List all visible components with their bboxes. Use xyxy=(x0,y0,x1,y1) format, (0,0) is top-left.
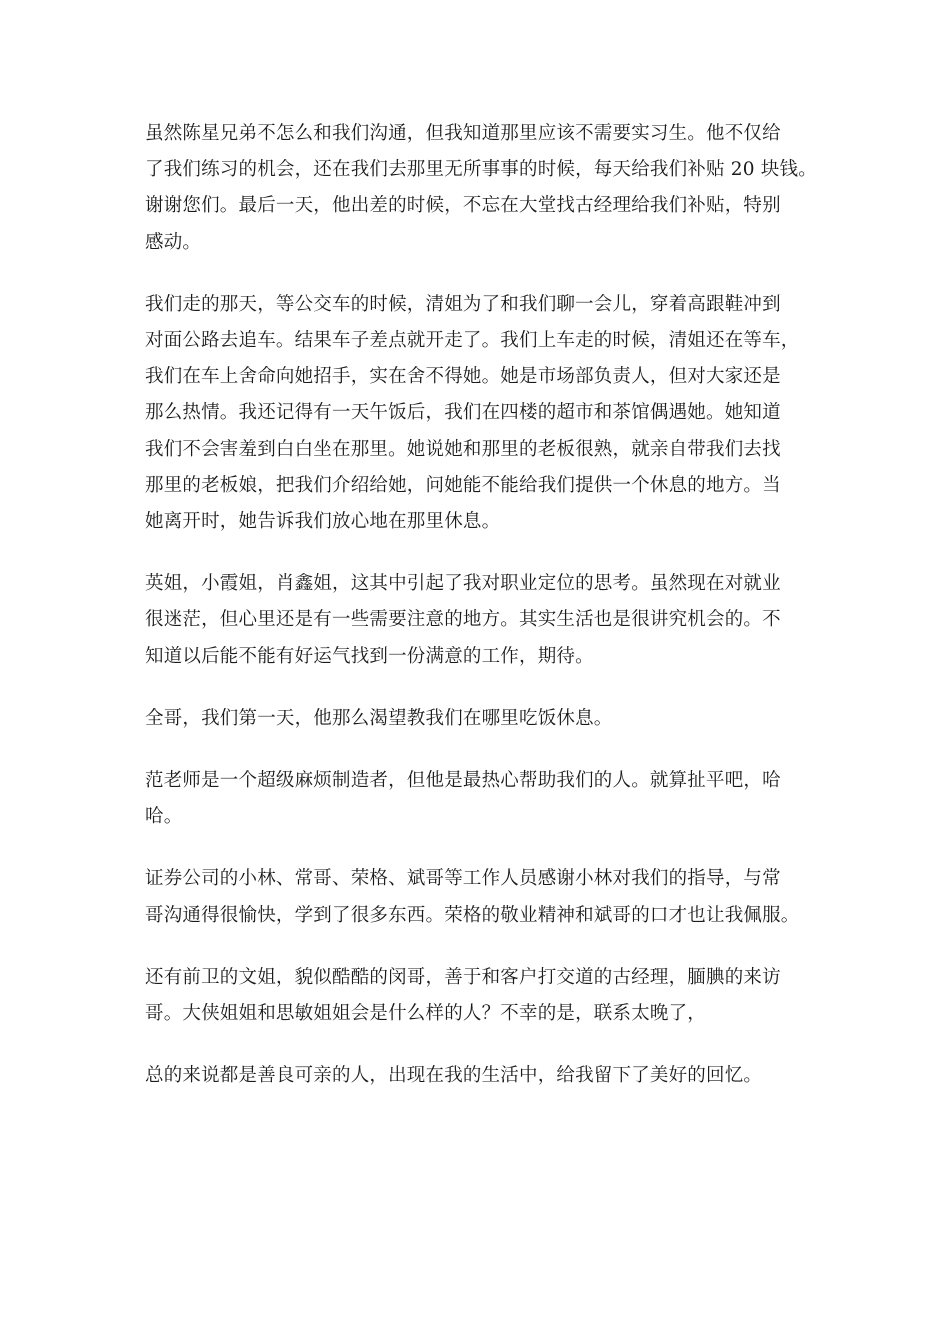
paragraph-2 xyxy=(145,287,825,540)
paragraph-7 xyxy=(145,960,825,1032)
paragraph-6 xyxy=(145,861,825,933)
text-line: 虽然陈星兄弟不怎么和我们沟通，但我知道那里应该不需要实习生。他不仅给 xyxy=(145,123,781,144)
paragraph-1 xyxy=(145,116,825,261)
paragraph-8 xyxy=(145,1058,825,1094)
text-line: 还有前卫的文姐，貌似酷酷的闵哥，善于和客户打交道的古经理，腼腆的来访 xyxy=(145,966,781,988)
text-line: 很迷茫，但心里还是有一些需要注意的地方。其实生活也是很讲究机会的。不 xyxy=(145,609,781,631)
text-line: 哈。 xyxy=(145,806,183,828)
text-line: 哥沟通得很愉快，学到了很多东西。荣格的敬业精神和斌哥的口才也让我佩服。 xyxy=(145,904,800,926)
text-line: 我们不会害羞到白白坐在那里。她说她和那里的老板很熟，就亲自带我们去找 xyxy=(145,438,781,460)
text-line: 英姐，小霞姐，肖鑫姐，这其中引起了我对职业定位的思考。虽然现在对就业 xyxy=(145,573,781,595)
text-line: 证券公司的小林、常哥、荣格、斌哥等工作人员感谢小林对我们的指导，与常 xyxy=(145,868,781,890)
paragraph-4 xyxy=(145,701,825,737)
text-line: 那么热情。我还记得有一天午饭后，我们在四楼的超市和茶馆偶遇她。她知道 xyxy=(145,402,781,424)
text-line: 感动。 xyxy=(145,231,202,253)
text-line: 对面公路去追车。结果车子差点就开走了。我们上车走的时候，清姐还在等车， xyxy=(145,330,800,352)
text-line: 我们在车上舍命向她招手，实在舍不得她。她是市场部负责人，但对大家还是 xyxy=(145,366,781,388)
text-line: 总的来说都是善良可亲的人，出现在我的生活中，给我留下了美好的回忆。 xyxy=(145,1065,763,1087)
text-line: 知道以后能不能有好运气找到一份满意的工作，期待。 xyxy=(145,645,594,667)
text-line: 她离开时，她告诉我们放心地在那里休息。 xyxy=(145,511,501,533)
text-line: 了我们练习的机会，还在我们去那里无所事事的时候，每天给我们补贴 20 块钱。 xyxy=(145,159,817,181)
text-line: 我们走的那天，等公交车的时候，清姐为了和我们聊一会儿，穿着高跟鞋冲到 xyxy=(145,293,781,315)
paragraph-5 xyxy=(145,763,825,835)
text-line: 范老师是一个超级麻烦制造者，但他是最热心帮助我们的人。就算扯平吧，哈 xyxy=(145,770,781,792)
text-line: 谢谢您们。最后一天，他出差的时候，不忘在大堂找古经理给我们补贴，特别 xyxy=(145,195,781,217)
text-line: 那里的老板娘，把我们介绍给她，问她能不能给我们提供一个休息的地方。当 xyxy=(145,474,781,496)
document-body xyxy=(145,116,825,1120)
paragraph-3 xyxy=(145,566,825,675)
text-line: 哥。大侠姐姐和思敏姐姐会是什么样的人？不幸的是，联系太晚了， xyxy=(145,1003,707,1025)
text-line: 全哥，我们第一天，他那么渴望教我们在哪里吃饭休息。 xyxy=(145,707,613,729)
